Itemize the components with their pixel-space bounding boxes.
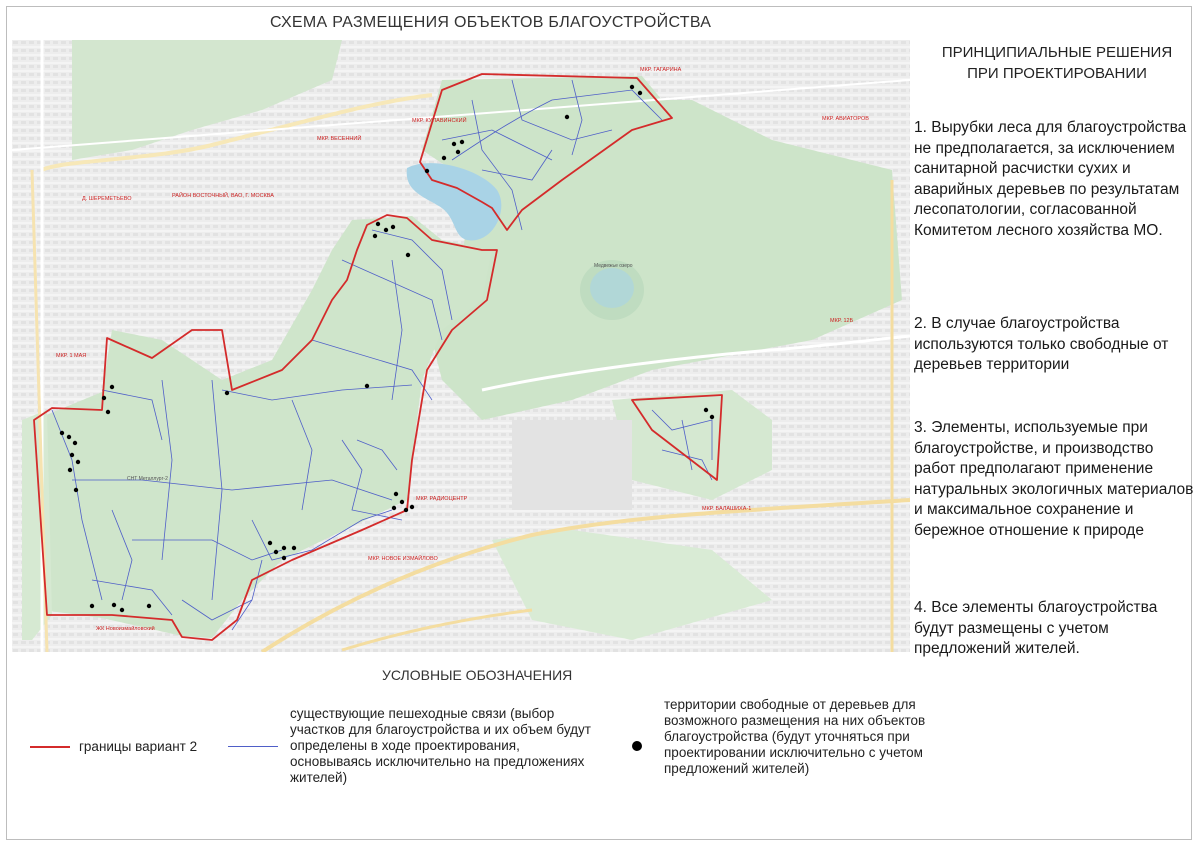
legend-boundary-swatch — [30, 746, 70, 748]
principles-heading — [924, 42, 1190, 84]
principle-3: 3. Элементы, используемые при благоустройстве, и производство работ предполагают применение натуральных экологичных материалов и максимальное сохранение и бережное отношение к природе — [914, 419, 1194, 539]
forest-west-strip — [22, 410, 52, 640]
label-balashikha1: МКР. БАЛАШИХА-1 — [702, 506, 752, 512]
page-title: СХЕМА РАЗМЕЩЕНИЯ ОБЪЕКТОВ БЛАГОУСТРОЙСТВА — [270, 14, 712, 31]
principles-heading-line2: ПРИ ПРОЕКТИРОВАНИИ — [967, 65, 1147, 82]
legend-paths-label: существующие пешеходные связи (выбор участков для благоустройства и их объем будут определены в ходе проектирования, основываясь исключительно на предложениях жителей) — [290, 706, 591, 785]
principle-4: 4. Все элементы благоустройства будут размещены с учетом предложений жителей. — [914, 599, 1158, 657]
label-lake: Медвежье озеро — [594, 263, 633, 269]
principle-2: 2. В случае благоустройства используются только свободные от деревьев территории — [914, 315, 1169, 373]
label-vesenniy: МКР. ВЕСЕННИЙ — [317, 136, 362, 142]
label-kupavinsky: МКР. КУПАВИНСКИЙ — [412, 118, 467, 124]
label-aviatorov: МКР. АВИАТОРОВ — [822, 116, 869, 122]
legend-title: УСЛОВНЫЕ ОБОЗНАЧЕНИЯ — [382, 667, 573, 683]
label-metallurg: СНТ Металлург-2 — [127, 476, 168, 482]
legend-paths-swatch — [228, 746, 278, 747]
label-may1: МКР. 1 МАЯ — [56, 353, 87, 359]
map-svg[interactable] — [12, 40, 910, 652]
map-area[interactable] — [12, 40, 910, 652]
label-novoe-izmaylovo: МКР. НОВОЕ ИЗМАЙЛОВО — [368, 556, 438, 562]
industrial-zone — [512, 420, 632, 510]
legend-free-area-dot — [632, 741, 642, 751]
legend-free-areas-label: территории свободные от деревьев для возможного размещения на них объектов благоустройства (будут уточняться при проектировании исключительно с учетом предложений жителей) — [664, 697, 926, 776]
lake — [590, 268, 634, 308]
label-rayon: РАЙОН ВОСТОЧНЫЙ, ВАО, Г. МОСКВА — [172, 193, 274, 199]
principle-1: 1. Вырубки леса для благоустройства не предполагается, за исключением санитарной расчистки сухих и аварийных деревьев по результатам лесопатологии, согласованной Комитетом лесного хозяйства МО. — [914, 119, 1187, 239]
label-sheremetyevo: Д. ШЕРЕМЕТЬЕВО — [82, 196, 132, 202]
label-radiocentr: МКР. РАДИОЦЕНТР — [416, 496, 468, 502]
label-zhk: ЖК Новоизмайловский — [96, 626, 155, 632]
legend-boundary-label: границы вариант 2 — [79, 739, 198, 754]
label-gagarina: МКР. ГАГАРИНА — [640, 67, 682, 73]
label-mkr12b: МКР. 12Б — [830, 318, 854, 324]
principles-heading-line1: ПРИНЦИПИАЛЬНЫЕ РЕШЕНИЯ — [941, 44, 1173, 61]
